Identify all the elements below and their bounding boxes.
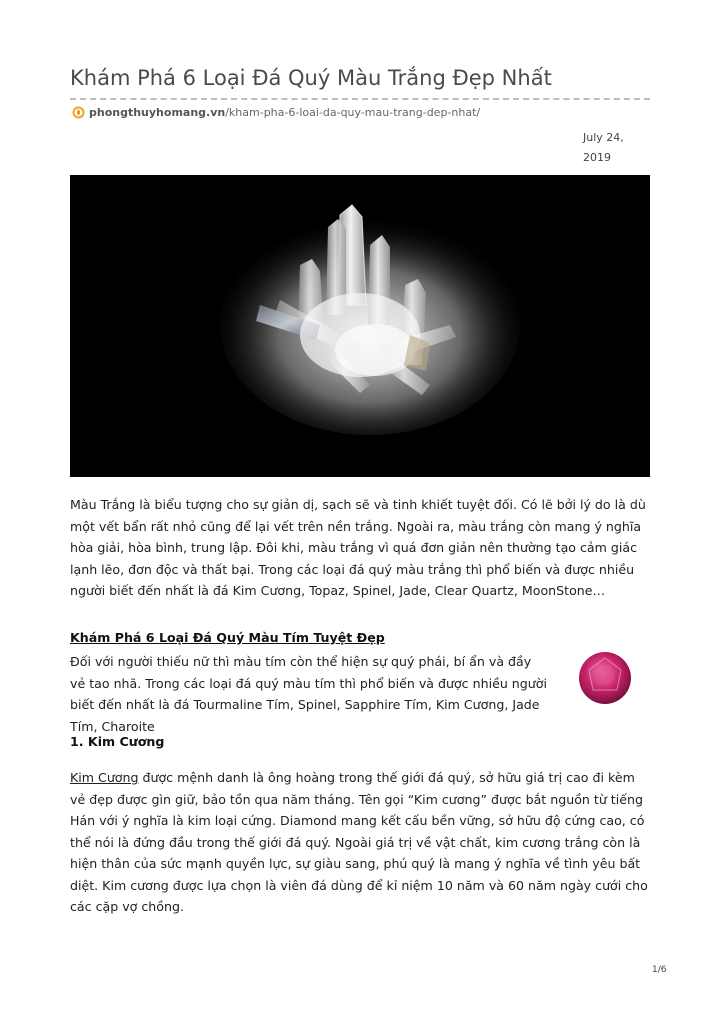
- section-heading-link[interactable]: Khám Phá 6 Loại Đá Quý Màu Tím Tuyệt Đẹp: [70, 630, 385, 645]
- subheading-kim-cuong: 1. Kim Cương: [70, 734, 165, 749]
- source-url[interactable]: [72, 106, 480, 119]
- title-divider: [70, 98, 650, 100]
- kim-cuong-link[interactable]: Kim Cương: [70, 770, 139, 785]
- page-number: 1/6: [652, 965, 667, 975]
- page-title: Khám Phá 6 Loại Đá Quý Màu Trắng Đẹp Nhất: [70, 66, 552, 90]
- kim-cuong-text: được mệnh danh là ông hoàng trong thế giới đá quý, sở hữu giá trị cao đi kèm vẻ đẹp được gìn giữ, bảo tồn qua năm tháng. Tên gọi “Kim cương” được bắt nguồn từ tiếng Hán với ý nghĩa là kim loại cứng. Diamond mang kết cấu bền vững, sở hữu độ cứng cao, có thể nói là đứng đầu trong thế giới đá quý. Ngoài giá trị về vật chất, kim cương trắng còn là hiện thân của sức mạnh quyền lực, sự giàu sang, phú quý là mang ý nghĩa về tình yêu bất diệt. Kim cương được lựa chọn là viên đá dùng để kỉ niệm 10 năm và 60 năm ngày cưới cho các cặp vợ chồng.: [70, 770, 648, 914]
- source-path: /kham-pha-6-loai-da-quy-mau-trang-dep-nhat/: [225, 106, 481, 119]
- intro-paragraph: Màu Trắng là biểu tượng cho sự giản dị, sạch sẽ và tinh khiết tuyệt đối. Có lẽ bởi lý do là dù một vết bẩn rất nhỏ cũng để lại vết trên nền trắng. Ngoài ra, màu trắng còn mang ý nghĩa hòa giải, hòa bình, trung lập. Đôi khi, màu trắng vì quá đơn giản nên thường tạo cảm giác lạnh lẽo, đơn độc và thất bại. Trong các loại đá quý màu trắng thì phổ biến và được nhiều người biết đến nhất là đá Kim Cương, Topaz, Spinel, Jade, Clear Quartz, MoonStone…: [70, 497, 646, 598]
- purple-gem-thumbnail: [577, 650, 633, 706]
- crystal-cluster-illustration: [70, 175, 650, 477]
- kim-cuong-paragraph: [70, 767, 650, 918]
- publish-date: July 24, 2019: [583, 131, 624, 164]
- section-paragraph: Đối với người thiếu nữ thì màu tím còn thể hiện sự quý phái, bí ẩn và đầy vẻ tao nhã. Trong các loại đá quý màu tím thì phổ biến và được nhiều người biết đến nhất là đá Tourmaline Tím, Spinel, Sapphire Tím, Kim Cương, Jade Tím, Charoite: [70, 654, 547, 734]
- site-logo-icon: [72, 106, 85, 119]
- source-domain: phongthuyhomang.vn: [89, 106, 226, 119]
- hero-image: [70, 175, 650, 477]
